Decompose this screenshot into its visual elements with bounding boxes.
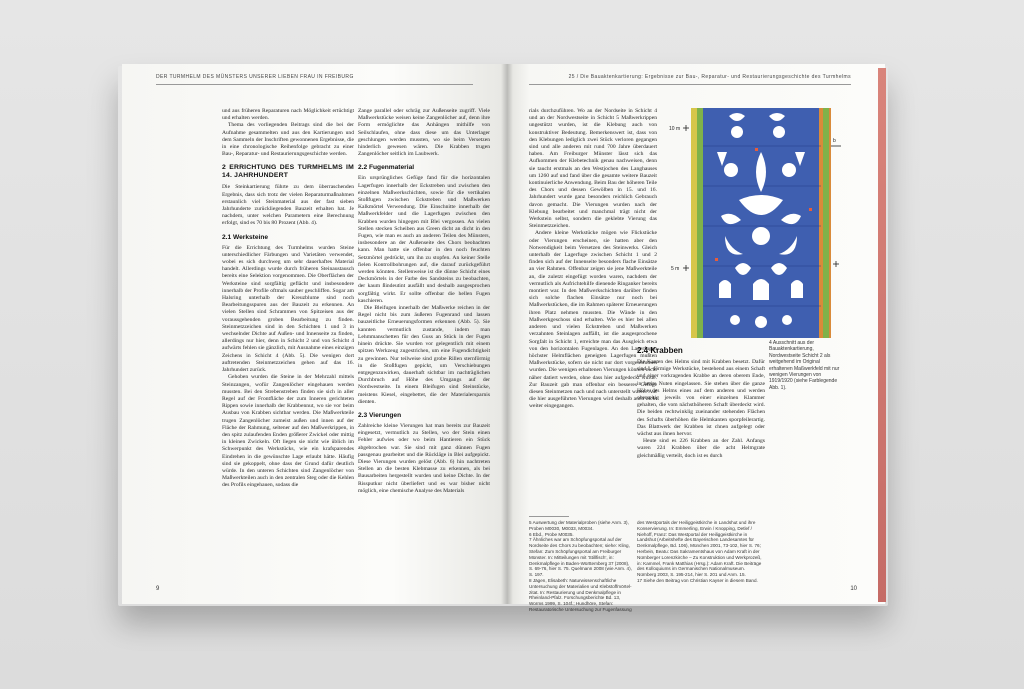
figure-caption: 4 Ausschnitt aus der Bauaktenkartierung, Nordwestseite Schicht 2 als weitgehend im Original erhaltenen Maßwerkfeld mit nur wenigen Vierungen von 1919/1920 (siehe Farblegende Abb. 1). <box>769 340 840 391</box>
footnote-rule <box>529 516 569 517</box>
footnote: 6 Ebd., Probe M0035. <box>529 531 574 537</box>
footnote: 8 Jägen, Elisabeth: Naturwissenschaftliche Untersuchung der Materialien und Klebstoffmörtel-zitat. In: Restaurierung und Denkmalpflege in Rheinland-Pfalz. Forschungsberichte Bd. 13, Worms 1999, S. 104f.; Hundhöre, Stefan: Restauratorische Untersuchung zur Fugenfassung <box>529 577 632 612</box>
footnotes-right <box>637 520 765 584</box>
marker-label-b: b <box>833 138 836 144</box>
tracery-mapping-figure <box>669 108 839 338</box>
paragraph: Die Steinkartierung führte zu dem überraschenden Ergebnis, dass sich trotz der vielen Reparaturmaßnahmen erstaunlich viel Steinmaterial aus der fast sieben Jahrhunderte zurückliegenden Bauzeit erhalten hat. Je nachdem, unter welchen Parametern eine Berechnung erfolgt, sind es 70 bis 80 Prozent (Abb. 4). <box>222 184 354 227</box>
tracery-drawing <box>669 108 839 338</box>
subsection-heading: 2.4 Krabben <box>637 346 683 355</box>
running-head-right: 25 / Die Bauaktenkartierung: Ergebnisse zur Bau-, Reparatur- und Restaurierungsgeschichte des Turmhelms <box>568 74 851 80</box>
running-rule <box>529 84 851 85</box>
running-rule <box>156 84 473 85</box>
footnotes-left <box>529 520 633 613</box>
subsection-heading: 2.1 Werksteine <box>222 233 269 241</box>
scale-label-5m: 5 m <box>671 266 680 272</box>
paragraph: Die Bleifugen innerhalb der Maßwerke reichen in der Regel nicht bis zum äußeren Fugenrand und lassen bauzeitliche Erneuerungsformen erkennen (Abb. 5). Sie kannten vermutlich zustande, indem man Lehmmanschetten für den Guss an Stück in der Fugen hinein drückte. Sie wurden vor gelegentlich mit einem spitzen Werkzeug zugestrichen, um eine Fugendichtigkeit zu gewinnen. Nur teilweise sind grobe Rillen sternförmig in die Stoßfugen gepickt, um Verschiebungen entgegenzuwirken, dauerhaft sichtbar im nachträglichen Durchbruch auf Höhe des Umgangs auf der Nordwestseite. In einem Bleifugen sind Steinstücke, meistens Kiesel, eingebettet, die der Materialersparnis dienten. <box>358 305 490 405</box>
page-number-right: 10 <box>850 586 857 592</box>
left-column-1 <box>222 108 354 490</box>
right-column-2 <box>637 340 765 460</box>
footnote: 7 Ähnliches war am Schöpfungsportal auf der Nordseite des Chors zu beobachten; siehe: Kling, Stefan: Zum Schöpfungsportal am Freiburger Münster. In: Mitteilungen mit 'Stillfisch', in: Denkmalpflege in Baden-Württemberg 37 (2008), S. 69-76, hier S. 75. Quelmann 2008 (wie Anm. 4), S. 197. <box>529 537 632 578</box>
left-column-2 <box>358 108 490 495</box>
paragraph: Andere kleine Werkstücke mögen wie Flickstücke oder Vierungen erscheinen, sie hatten aber den Notwendigkeit beim Versetzen des Steinwerks. Gleich unterhalb der Lagerfuge zwischen Schicht 1 und 2 finden sich auf der Innenseite besonders flache Einsätze an vier Rahmen. Offenbar zeigen sie jene Maßwerkteile an, die zuletzt eingefügt worden waren, nachdem der vermutlich als Aufrichtehilfe dienende Ringanker bereits montiert war. In den Maßwerkschichten darüber finden sich solche flachen Einsätze nur noch bei Maßwerkstücken, die im Rahmen späterer Erneuerungen ihren Platz nehmen mussten. Die Wände in den Maßwerkgeschoss sind erhalten. Wie es hier bei allen anderen und vielen Eckstreben und Maßwerken verzahnten Steinlagen auffällt, ist die ausgesprochene Sorgfalt in Schicht 1, erreichte man das Ausgleich etwa von den horizontalen Fugenlagen. An den Lagerfugen höchster Helmflächen geneigten Lagerfugen mußten Maßwerkstücke, sofern sie nicht nur dort vorgenommen wurden. Die wenigen erhaltenen Vierungen können nicht näher datiert werden, ohne dass hier aufgedeckt wurde. Zur Bauzeit gab man offenbar ein besseres Gefüge diesen Steinmetzen nach und nach unterstellt waren. Auf die hier ausgeführten Vierungen wird deshalb auch nicht weiter eingegangen. <box>529 230 657 410</box>
running-head-left: DER TURMHELM DES MÜNSTERS UNSERER LIEBEN FRAU IN FREIBURG <box>156 74 354 80</box>
paragraph: Ein ursprüngliches Gefüge fand für die horizontalen Lagerfugen innerhalb der Eckstreben und zwischen den einzelnen Maßwerkschichten, sowie für die vertikalen Stoßfugen zwischen Eckstreben und Maßwerken Kalkmörtel Verwendung. Die Einschnitte innerhalb der Maßwerkfelder und die Lagerfugen zwischen den Krabben wurden hingegen mit Blei vergossen. An vielen Stellen stecken Scheiben aus Green dicht an dicht in den Fugen, wie man es auch an anderen Teilen des Münsters, insbesondere an der Außenseite des Chors beobachten kann. Man hatte sie offenbar in den noch feuchten Setzmörtel gedrückt, um ihn zu stopfen. An keiner Stelle fielen Kontrollbohrungen auf, die darauf zurückgeführt werden könnten. Stellenweise ist die dünne Schicht eines Deckmörtels in der Farbe des Sandsteins zu beobachten, der kaum ßindeutint ausfällt und deshalb ausgesprochen sorgfältig wirkt. Er sollte offenbar die hellen Fugen kaschieren. <box>358 175 490 304</box>
paragraph: Heute sind es 226 Krabben an der Zahl. Anfangs waren 224 Krabben über die acht Helmgrate gleichmäßig verteilt, doch ist es durch <box>637 438 765 459</box>
right-page <box>507 64 885 612</box>
paragraph: und aus früheren Reparaturen nach Möglichkeit ertüchtigt und erhalten werden. <box>222 108 354 122</box>
subsection-heading: 2.2 Fugenmaterial <box>358 164 415 172</box>
paragraph: Die Kanten des Helms sind mit Krabben besetzt. Dafür sind L-förmige Werkstücke, bestehend aus einem Schaft und einer vorkragenden Krabbe an deren oberem Ende, in breite Nuten eingelassen. Sie stehen über die ganze Höhe des Helms eines auf dem anderen und werden oberseitig jeweils von einer einzelnen Klammer gehalten, die vom nächsthöheren Schaft überdeckt wird. Die beiden rechtwinklig zueinander stehenden Flächen des Schafts überhöhen die Helmkanten sporpfeilerartig. Das Blattwerk der Krabben ist chnen aufgelegt oder wächst aus ihnen hervor. <box>637 359 765 438</box>
paragraph: Zahlreiche kleine Vierungen hat man bereits zur Bauzeit eingesetzt, vermutlich zu Stellen, wo der Stein einen Fehler aufwies oder wo beim Hantieren ein Stück abgebrochen war. Sie sind mit ganz dünnen Fugen passgenau gearbeitet und die Rückläge in Blei aufgepickt. Diese Vierungen wurden gelöst (Abb. 6) hin nachtreten Stellen an die besten Klebmasse zu erkennen, als bei Bausarbeiten hergestellt wurden und keine Dichte. In der Rissputkur nicht überliefert und es war bisher nicht möglich, eine chemische Analyse des Materials <box>358 422 490 494</box>
footnote: des Westportals der Heiliggeistkirche in Landshut und ihre Konservierung. In: Emmerling, Erwin / Knopping, Detlef / Niehoff, Franz: Das Westportal der Heiliggeistkirche in Landshut (Arbeitshefte des Bayerischen Landesamtes für Denkmalpflege, Bd. 106), München 2001, 73-102, hier S. 76; Herbein, Beatu: Das Sakramentshaus von Adam Kraft in der Nürnberger Lorenzkirche – Zu Konstruktion und Werkprozeß, in: Kammel, Frank Matthias (Hrsg.): Adam Kraft. Die Beiträge des Kolloquiums im Germanischen Nationalmuseum. Nürnberg 2003, S. 195-214, hier S. 201 und Anm. 15. <box>637 520 762 578</box>
paragraph: rials durchzuführen. Wo an der Nordseite in Schicht 4 und an der Nordwestseite in Schicht 5 Maßwerkrippen ungestützt wurden, ist die Klebung auch von konstruktiver Bedeutung. Bemerkenswert ist, dass von den Klebungen lediglich zwei Stück verloren gegangen sind und alle anderen mit rund 700 Jahre überdauert haben. Am Freiburger Münster lässt sich das Aufkommen der Klebetechnik genau nachweisen, denn sie taucht erstmals an den Westjochen des Langhauses um 1260 auf und fand über die gesamte weitere Bauzeit kontinuierliche Anwendung. Beim Bau der höheren Teile des Chors und dessen Gewölben in 15. und 16. Jahrhundert wurde ganz besonders reichlich Gebrauch davon gemacht. Die Vierungen wurden nach der Klebung bearbeitet und manchmal trägt nicht der Werkstein selbst, sondern die geklebte Vierung das Steinmetzzeichen. <box>529 108 657 230</box>
footnote: 5 Auswertung der Materialproben (siehe Anm. 3), Proben M0030, M0033, M0034. <box>529 520 629 531</box>
page-edge <box>878 68 886 602</box>
paragraph: Thema des vorliegenden Beitrags sind die bei der Aufnahme gesammelten und aus den Kartierungen und dem Sammeln der Inschriften gewonnenen Ergebnisse, die in eine chronologische Reihenfolge gebracht zu einer Bau-, Reparatur- und Restaurierungsgeschichte werden. <box>222 122 354 158</box>
page-number-left: 9 <box>156 586 160 592</box>
footnote: 17 Siehe den Beitrag von Christian Kayser in diesem Band. <box>637 577 758 583</box>
paragraph: Gehoben wurden die Steine in der Mehrzahl mittels Steinzangen, wofür Zangenlöcher eingehauen werden mussten. Bei den Strebenstreben finden sie sich in aller Regel auf der Frontfläche der zum Inneren gerichteten Rippen sowie innerhalb der Krabbennut, wo sie vor beim Ausbau von Krabben sichtbar werden. Die Maßwerkteile trugen Zangenlöcher zumeist außen und innen auf der Fläche der Rahmung, seltener auf den Maßwerkrippen, in den spitz zulaufenden Enden größerer Zwickel oder mittig in kleinen Zwickeln. Oft liegen sie nicht wie üblich im Schwerpunkt des Werkstücks, wie ein krafsparendes Eindrehen in die gewünschte Lage erlaubt hätte. Häufig sind sie gekoppelt, ohne dass der Grund dafür deutlich würde. In den unteren Schichten sind Zangenlöcher von Maßwerkteilen auch in den zentralen Steg oder die Kehlen des Profils eingehauen, sodass die <box>222 374 354 489</box>
paragraph: Zange parallel oder schräg zur Außenseite zugriff. Viele Maßwerkstücke weisen keine Zangenlöcher auf, denn ihre Form ermöglichte das Anhängen mithilfe von Seilschlaufen, ohne dass diese um das Unterlager geschlungen werden mussten, wo sie beim Versetzen hinderlich gewesen wären. Die Krabben trugen Zangenlöcher seitlich im Laubwerk. <box>358 108 490 158</box>
paragraph: Für die Errichtung des Turmhelms wurden Steine unterschiedlicher Färbungen und Varietäten verwendet, wobei es sich durchweg um sehr dauerhaftes Material handelt. Allerdings wurde durch früheren Steinaustausch bereits eine Selektion vorgenommen. Die Oberflächen der Werksteine sind sorgfältig geflächt und insbesondere innerhalb der Profile oftmals sauber geschliffen. Sogar am Halsring unterhalb der Kreuzblume sind noch Bearbeitungsspuren aus der Bauzeit zu erkennen. An vielen Stellen sind Schrammen von Spitzeisen aus der voraussgehenden groben Bearbeitung zu finden. Steinmetzzeichen sind in den Schichten 1 und 3 in wechselnder Dichte auf Außen- und Innenseite zu finden, allerdings nur hier, denn in Schicht 2 und von Schicht 4 aufwärts fehlen sie gänzlich, mit Ausnahme eines einzigen Zeichens in Schicht 4 (Abb. 5). Die wenigen dort auftretenden Steinmetzzeichen gehen auf das 16. Jahrhundert zurück. <box>222 244 354 374</box>
scale-label-10m: 10 m <box>669 126 681 132</box>
section-heading: 2 ERRICHTUNG DES TURMHELMS IM 14. JAHRHUNDERT <box>222 164 354 180</box>
left-page <box>122 64 507 604</box>
book-spine <box>501 64 513 604</box>
subsection-heading: 2.3 Vierungen <box>358 411 402 419</box>
